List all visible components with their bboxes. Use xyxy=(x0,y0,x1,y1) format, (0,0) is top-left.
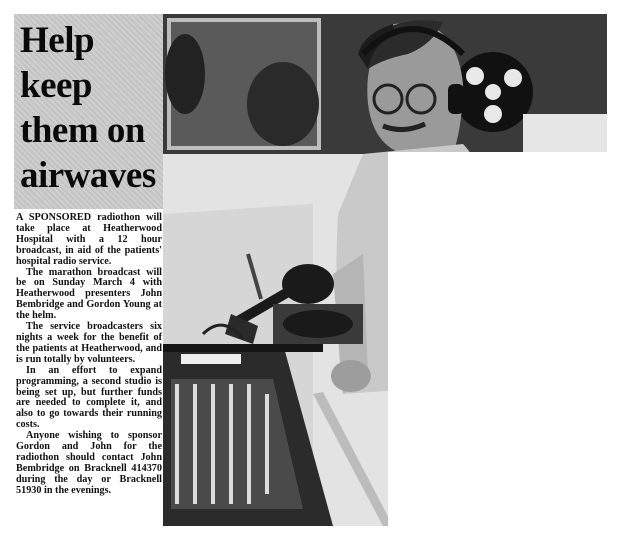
article-paragraph: Anyone wishing to sponsor Gordon and John for the radiothon should contact John Bembridge on Bracknell 414370 during the day or Bracknell 51930 in the evenings. xyxy=(16,430,162,496)
headline-line: airwaves xyxy=(20,155,156,196)
article-body xyxy=(16,213,162,497)
headline xyxy=(20,18,180,198)
clipping-cut-edge xyxy=(388,152,620,537)
tape-reel-icon xyxy=(453,52,533,132)
headline-line: keep xyxy=(20,65,92,106)
article-paragraph: The service broadcasters six nights a week for the benefit of the patients at Heatherwood, and is run totally by volunteers. xyxy=(16,321,162,365)
article-paragraph: A SPONSORED radiothon will take place at Heatherwood Hospital with a 12 hour broadcast, in aid of the patients' hospital radio service. xyxy=(16,212,162,267)
article-paragraph: The marathon broadcast will be on Sunday March 4 with Heatherwood presenters John Bembridge and Gordon Young at the helm. xyxy=(16,266,162,322)
headline-line: Help xyxy=(20,20,95,61)
headline-line: them on xyxy=(20,110,145,151)
article-paragraph: In an effort to expand programming, a second studio is being set up, but further funds are needed to complete it, and also to go towards their running costs. xyxy=(16,364,162,431)
